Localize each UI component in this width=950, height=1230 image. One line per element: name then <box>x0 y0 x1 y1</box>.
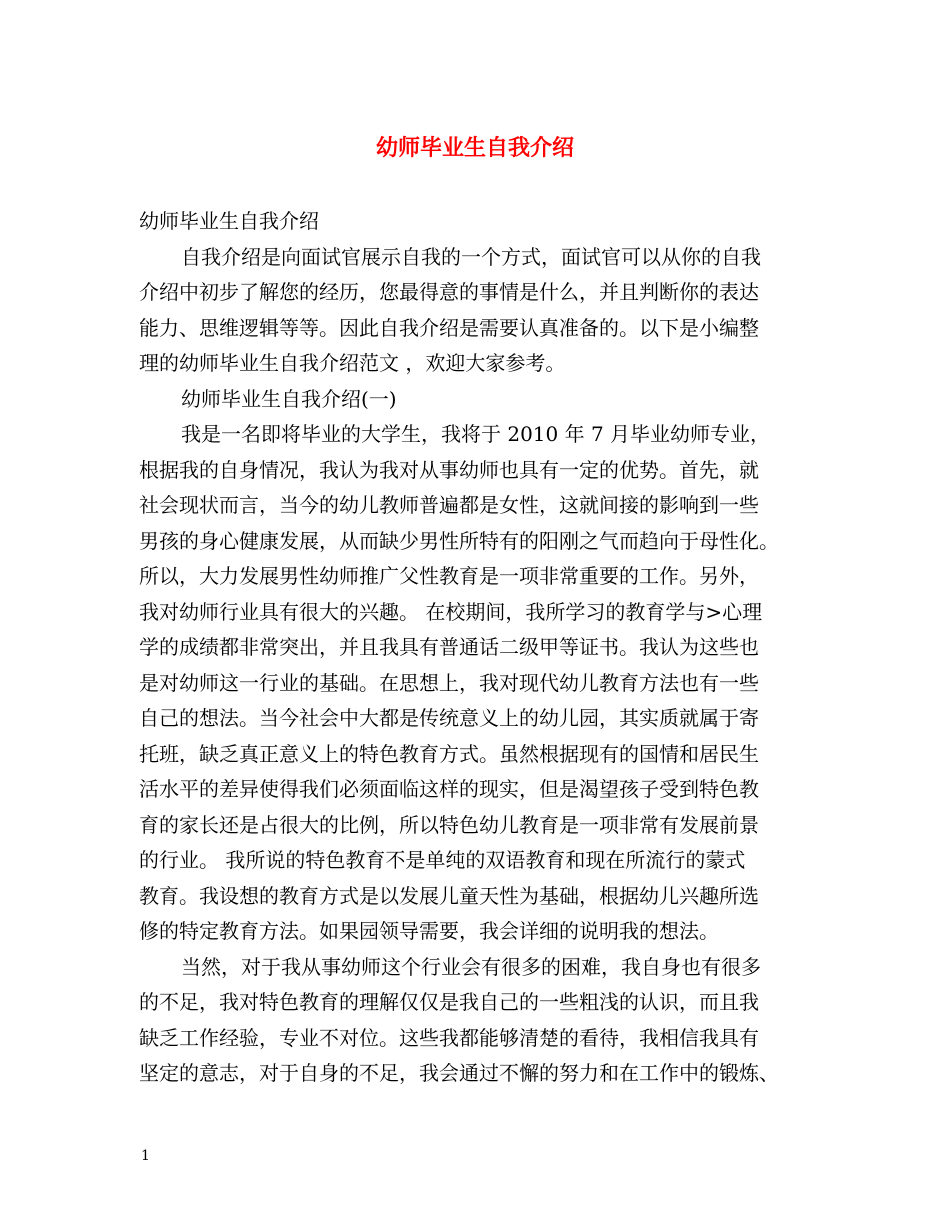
body-line: 是对幼师这一行业的基础。在思想上，我对现代幼儿教育方法也有一些 <box>139 670 759 695</box>
body-line: 男孩的身心健康发展，从而缺少男性所特有的阳刚之气而趋向于母性化。 <box>139 528 779 553</box>
body-line: 我对幼师行业具有很大的兴趣。 在校期间，我所学习的教育学与>心理 <box>139 599 763 624</box>
body-line: 托班，缺乏真正意义上的特色教育方式。虽然根据现有的国情和居民生 <box>139 741 759 766</box>
body-line-heading: 幼师毕业生自我介绍 <box>139 209 319 233</box>
body-line-subheading: 幼师毕业生自我介绍(一) <box>181 386 397 411</box>
body-line: 修的特定教育方法。如果园领导需要，我会详细的说明我的想法。 <box>139 919 719 943</box>
body-line: 自己的想法。当今社会中大都是传统意义上的幼儿园，其实质就属于寄 <box>139 706 759 730</box>
body-line: 缺乏工作经验，专业不对位。这些我都能够清楚的看待，我相信我具有 <box>139 1025 759 1050</box>
body-line: 学的成绩都非常突出，并且我具有普通话二级甲等证书。我认为这些也 <box>139 635 759 659</box>
body-line: 坚定的意志，对于自身的不足，我会通过不懈的努力和在工作中的锻炼、 <box>139 1061 779 1085</box>
document-body <box>139 204 817 1092</box>
body-line: 的不足，我对特色教育的理解仅仅是我自己的一些粗浅的认识，而且我 <box>139 990 759 1014</box>
body-line: 理的幼师毕业生自我介绍范文 ，欢迎大家参考。 <box>139 351 566 375</box>
body-line: 自我介绍是向面试官展示自我的一个方式，面试官可以从你的自我 <box>181 244 761 269</box>
body-line: 根据我的自身情况，我认为我对从事幼师也具有一定的优势。首先，就 <box>139 457 759 482</box>
body-line: 的行业。 我所说的特色教育不是单纯的双语教育和现在所流行的蒙式 <box>139 848 746 872</box>
document-title: 幼师毕业生自我介绍 <box>375 135 574 161</box>
body-line: 社会现状而言，当今的幼儿教师普遍都是女性，这就间接的影响到一些 <box>139 493 759 517</box>
body-line: 育的家长还是占很大的比例，所以特色幼儿教育是一项非常有发展前景 <box>139 812 759 837</box>
body-line: 活水平的差异使得我们必须面临这样的现实，但是渴望孩子受到特色教 <box>139 777 759 801</box>
body-line: 能力、思维逻辑等等。因此自我介绍是需要认真准备的。以下是小编整 <box>139 315 759 340</box>
body-line: 介绍中初步了解您的经历，您最得意的事情是什么，并且判断你的表达 <box>139 280 759 304</box>
body-line: 当然，对于我从事幼师这个行业会有很多的困难，我自身也有很多 <box>181 954 761 979</box>
body-line: 我是一名即将毕业的大学生，我将于 2010 年 7 月毕业幼师专业， <box>181 422 771 446</box>
body-line: 所以，大力发展男性幼师推广父性教育是一项非常重要的工作。另外， <box>139 564 759 588</box>
body-line: 教育。我设想的教育方式是以发展儿童天性为基础，根据幼儿兴趣所选 <box>139 883 759 908</box>
page-number: 1 <box>141 1148 150 1164</box>
